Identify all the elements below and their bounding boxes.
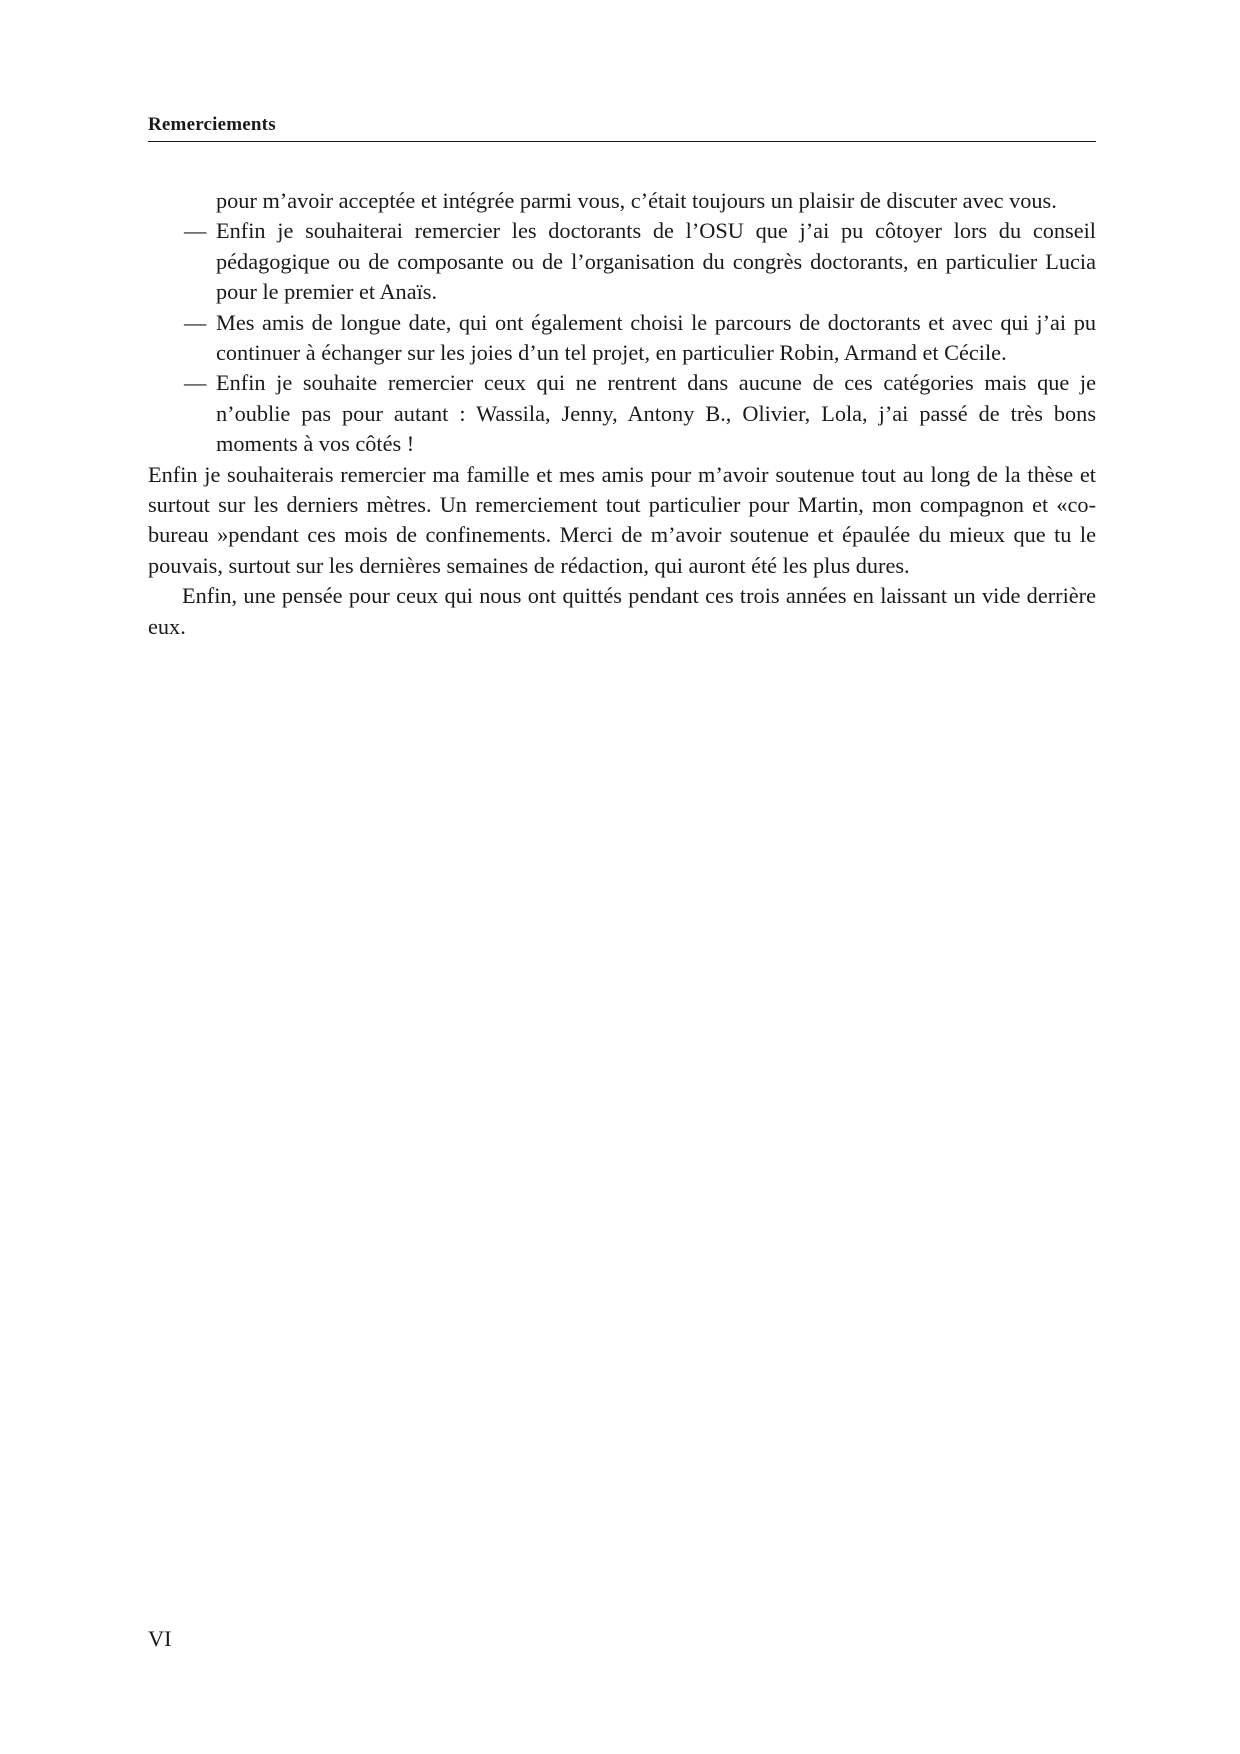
list-item-text: Enfin je souhaiterai remercier les doctorants de l’OSU que j’ai pu côtoyer lors du conseil pédagogique ou de composante ou de l’organisation du congrès doctorants, en particulier Lucia pour le premier et Anaïs.: [216, 218, 1096, 305]
list-item: [148, 216, 1096, 307]
acknowledgement-list: [148, 216, 1096, 459]
list-item-text: Enfin je souhaite remercier ceux qui ne rentrent dans aucune de ces catégories mais que je n’oublie pas pour autant : Wassila, Jenny, Antony B., Olivier, Lola, j’ai passé de très bons moments à vos côtés !: [216, 370, 1096, 457]
paragraph-family-thanks: Enfin je souhaiterais remercier ma famille et mes amis pour m’avoir soutenue tout au long de la thèse et surtout sur les derniers mètres. Un remerciement tout particulier pour Martin, mon compagnon et «co-bureau »pendant ces mois de confinements. Merci de m’avoir soutenue et épaulée du mieux que tu le pouvais, surtout sur les dernières semaines de rédaction, qui auront été les plus dures.: [148, 461, 1096, 578]
dash-bullet: —: [184, 309, 207, 335]
paragraph-memorial: Enfin, une pensée pour ceux qui nous ont quittés pendant ces trois années en laissant un vide derrière eux.: [148, 583, 1096, 639]
page-body: [148, 186, 1096, 642]
list-item: [148, 308, 1096, 369]
running-header: Remerciements: [148, 114, 276, 135]
continued-list-item: pour m’avoir acceptée et intégrée parmi vous, c’était toujours un plaisir de discuter avec vous.: [216, 188, 1057, 213]
dash-bullet: —: [184, 218, 207, 244]
page-number: VI: [148, 1626, 172, 1651]
list-item-text: Mes amis de longue date, qui ont également choisi le parcours de doctorants et avec qui j’ai pu continuer à échanger sur les joies d’un tel projet, en particulier Robin, Armand et Cécile.: [216, 309, 1096, 366]
dash-bullet: —: [184, 370, 207, 396]
header-rule: [148, 141, 1096, 142]
list-item: [148, 368, 1096, 459]
